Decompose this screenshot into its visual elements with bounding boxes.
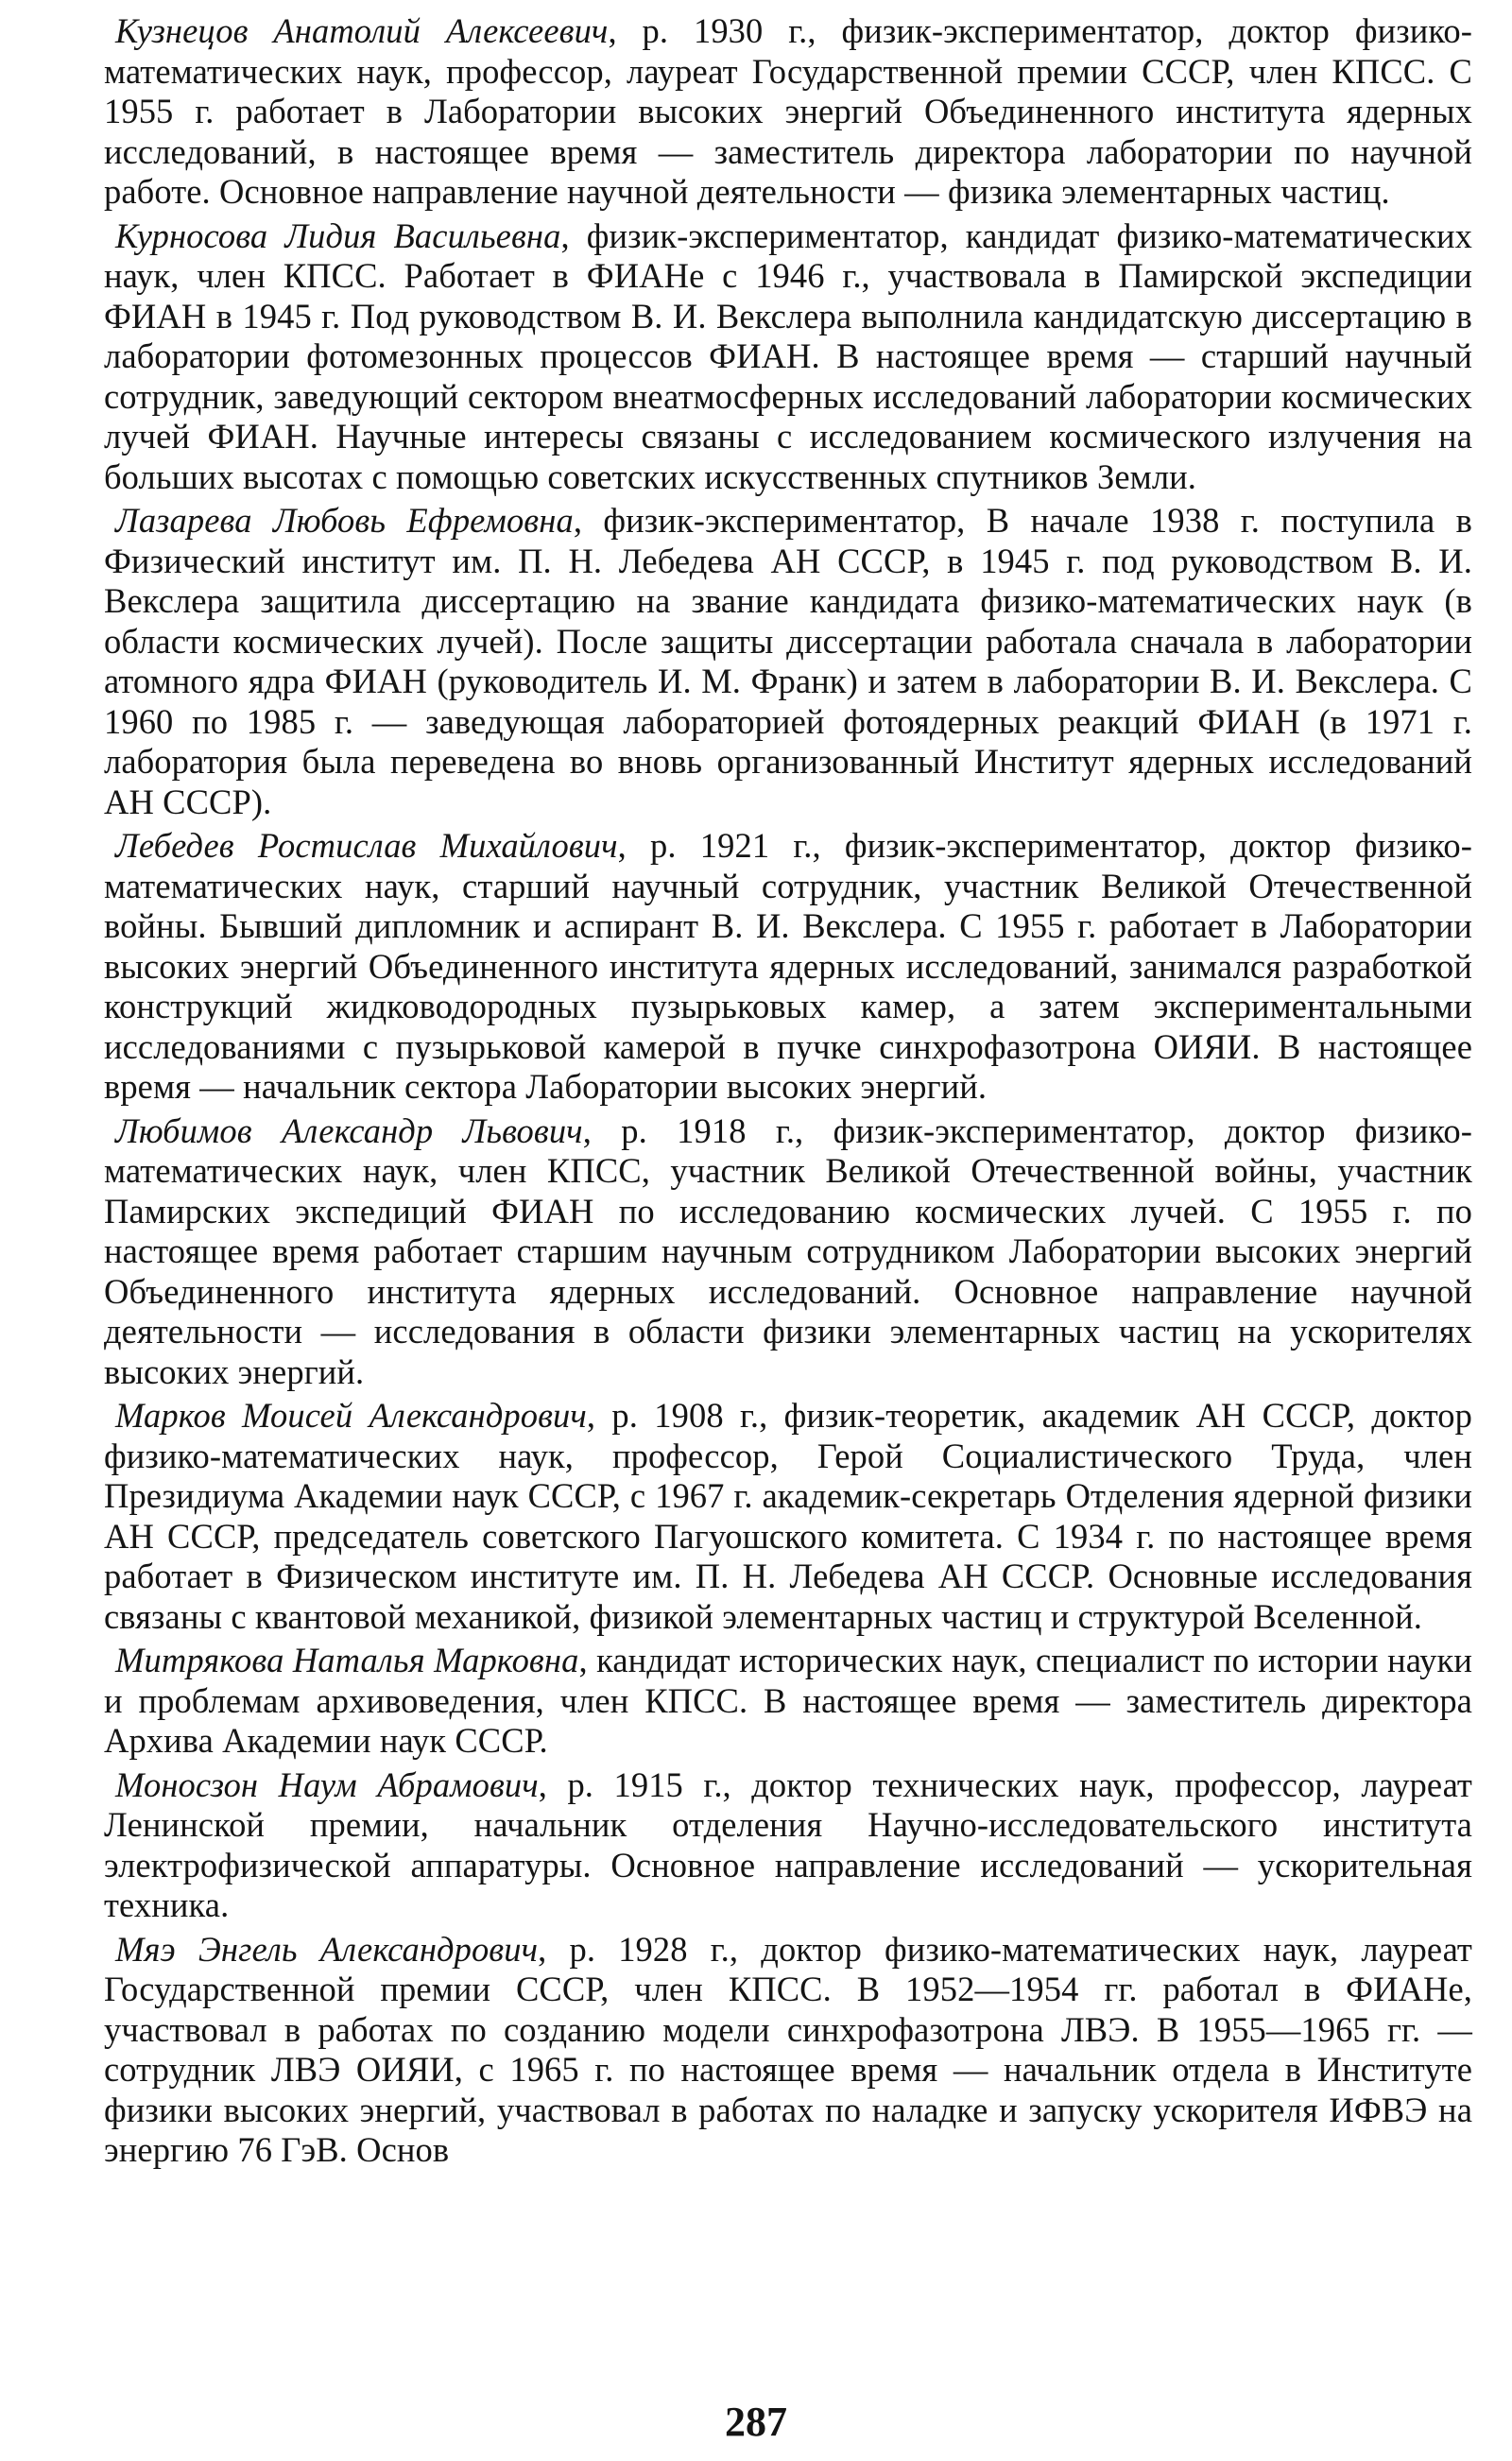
- person-name: Моносзон Наум Абрамович: [115, 1764, 539, 1804]
- biography-text: , р. 1915 г., доктор технических наук, профессор, лауреат Ленинской премии, начальник отделения Научно-исследовательского института электрофизической аппаратуры. Основное направление исследований — ускорительная техника.: [104, 1764, 1472, 1924]
- person-name: Лебедев Ростислав Михайлович: [115, 826, 618, 865]
- biography-entry-markov: [104, 1396, 1472, 1637]
- biography-text: , р. 1921 г., физик-экспериментатор, доктор физико-математических наук, старший научный сотрудник, участник Великой Отечественной войны. Бывший дипломник и аспирант В. И. Векслера. С 1955 г. работает в Лаборатории высоких энергий Объединенного института ядерных исследований, занимался разработкой конструкций жидководородных пузырьковых камер, а затем экспериментальными исследованиями с пузырьковой камерой в пучке синхрофазотрона ОИЯИ. В настоящее время — начальник сектора Лаборатории высоких энергий.: [104, 826, 1472, 1106]
- biography-text: , р. 1908 г., физик-теоретик, академик АН СССР, доктор физико-математических наук, профессор, Герой Социалистического Труда, член Президиума Академии наук СССР, с 1967 г. академик-секретарь Отделения ядерной физики АН СССР, председатель советского Пагуошского комитета. С 1934 г. по настоящее время работает в Физическом институте им. П. Н. Лебедева АН СССР. Основные исследования связаны с квантовой механикой, физикой элементарных частиц и структурой Вселенной.: [104, 1396, 1472, 1636]
- biography-text: , р. 1930 г., физик-экспериментатор, доктор физико-математических наук, профессор, лауреат Государственной премии СССР, член КПСС. С 1955 г. работает в Лаборатории высоких энергий Объединенного института ядерных исследований, в настоящее время — заместитель директора лаборатории по научной работе. Основное направление научной деятельности — физика элементарных частиц.: [104, 11, 1472, 211]
- person-name: Кузнецов Анатолий Алексеевич: [115, 11, 609, 50]
- person-name: Марков Моисей Александрович: [115, 1396, 587, 1435]
- biography-entry-lebedev: [104, 826, 1472, 1108]
- document-page: [104, 11, 1472, 2175]
- biography-text: , кандидат исторических наук, специалист по истории науки и проблемам архивоведения, член КПСС. В настоящее время — заместитель директора Архива Академии наук СССР.: [104, 1641, 1472, 1760]
- person-name: Митрякова Наталья Марковна: [115, 1641, 579, 1679]
- page-number: 287: [725, 2399, 787, 2445]
- person-name: Курносова Лидия Васильевна: [115, 215, 561, 255]
- biography-text: , физик-экспериментатор, кандидат физико-математических наук, член КПСС. Работает в ФИАНе с 1946 г., участвовала в Памирской экспедиции ФИАН в 1945 г. Под руководством В. И. Векслера выполнила кандидатскую диссертацию в лаборатории фотомезонных процессов ФИАН. В настоящее время — старший научный сотрудник, заведующий сектором внеатмосферных исследований лаборатории космических лучей ФИАН. Научные интересы связаны с исследованием космического излучения на больших высотах с помощью советских искусственных спутников Земли.: [104, 215, 1472, 496]
- biography-entry-myae: [104, 1930, 1472, 2171]
- biography-entry-kuznetsov: [104, 11, 1472, 213]
- biography-entry-lyubimov: [104, 1111, 1472, 1393]
- biography-entry-lazareva: [104, 501, 1472, 822]
- person-name: Любимов Александр Львович: [115, 1110, 583, 1150]
- biography-entry-mitryakova: [104, 1641, 1472, 1762]
- biography-text: , р. 1928 г., доктор физико-математических наук, лауреат Государственной премии СССР, член КПСС. В 1952—1954 гг. работал в ФИАНе, участвовал в работах по созданию модели синхрофазотрона ЛВЭ. В 1955—1965 гг. — сотрудник ЛВЭ ОИЯИ, с 1965 г. по настоящее время — начальник отдела в Институте физики высоких энергий, участвовал в работах по наладке и запуску ускорителя ИФВЭ на энергию 76 ГэВ. Основ: [104, 1929, 1472, 2169]
- biography-text: , физик-экспериментатор, В начале 1938 г. поступила в Физический институт им. П. Н. Лебедева АН СССР, в 1945 г. под руководством В. И. Векслера защитила диссертацию на звание кандидата физико-математических наук (в области космических лучей). После защиты диссертации работала сначала в лаборатории атомного ядра ФИАН (руководитель И. М. Франк) и затем в лаборатории В. И. Векслера. С 1960 по 1985 г. — заведующая лабораторией фотоядерных реакций ФИАН (в 1971 г. лаборатория была переведена во вновь организованный Институт ядерных исследований АН СССР).: [104, 501, 1472, 821]
- person-name: Лазарева Любовь Ефремовна: [115, 501, 574, 540]
- biography-text: , р. 1918 г., физик-экспериментатор, доктор физико-математических наук, член КПСС, участник Великой Отечественной войны, участник Памирских экспедиций ФИАН по исследованию космических лучей. С 1955 г. по настоящее время работает старшим научным сотрудником Лаборатории высоких энергий Объединенного института ядерных исследований. Основное направление научной деятельности — исследования в области физики элементарных частиц на ускорителях высоких энергий.: [104, 1110, 1473, 1391]
- biography-entry-monoszon: [104, 1765, 1472, 1926]
- biography-entry-kurnosova: [104, 216, 1472, 498]
- person-name: Мяэ Энгель Александрович: [115, 1929, 539, 1969]
